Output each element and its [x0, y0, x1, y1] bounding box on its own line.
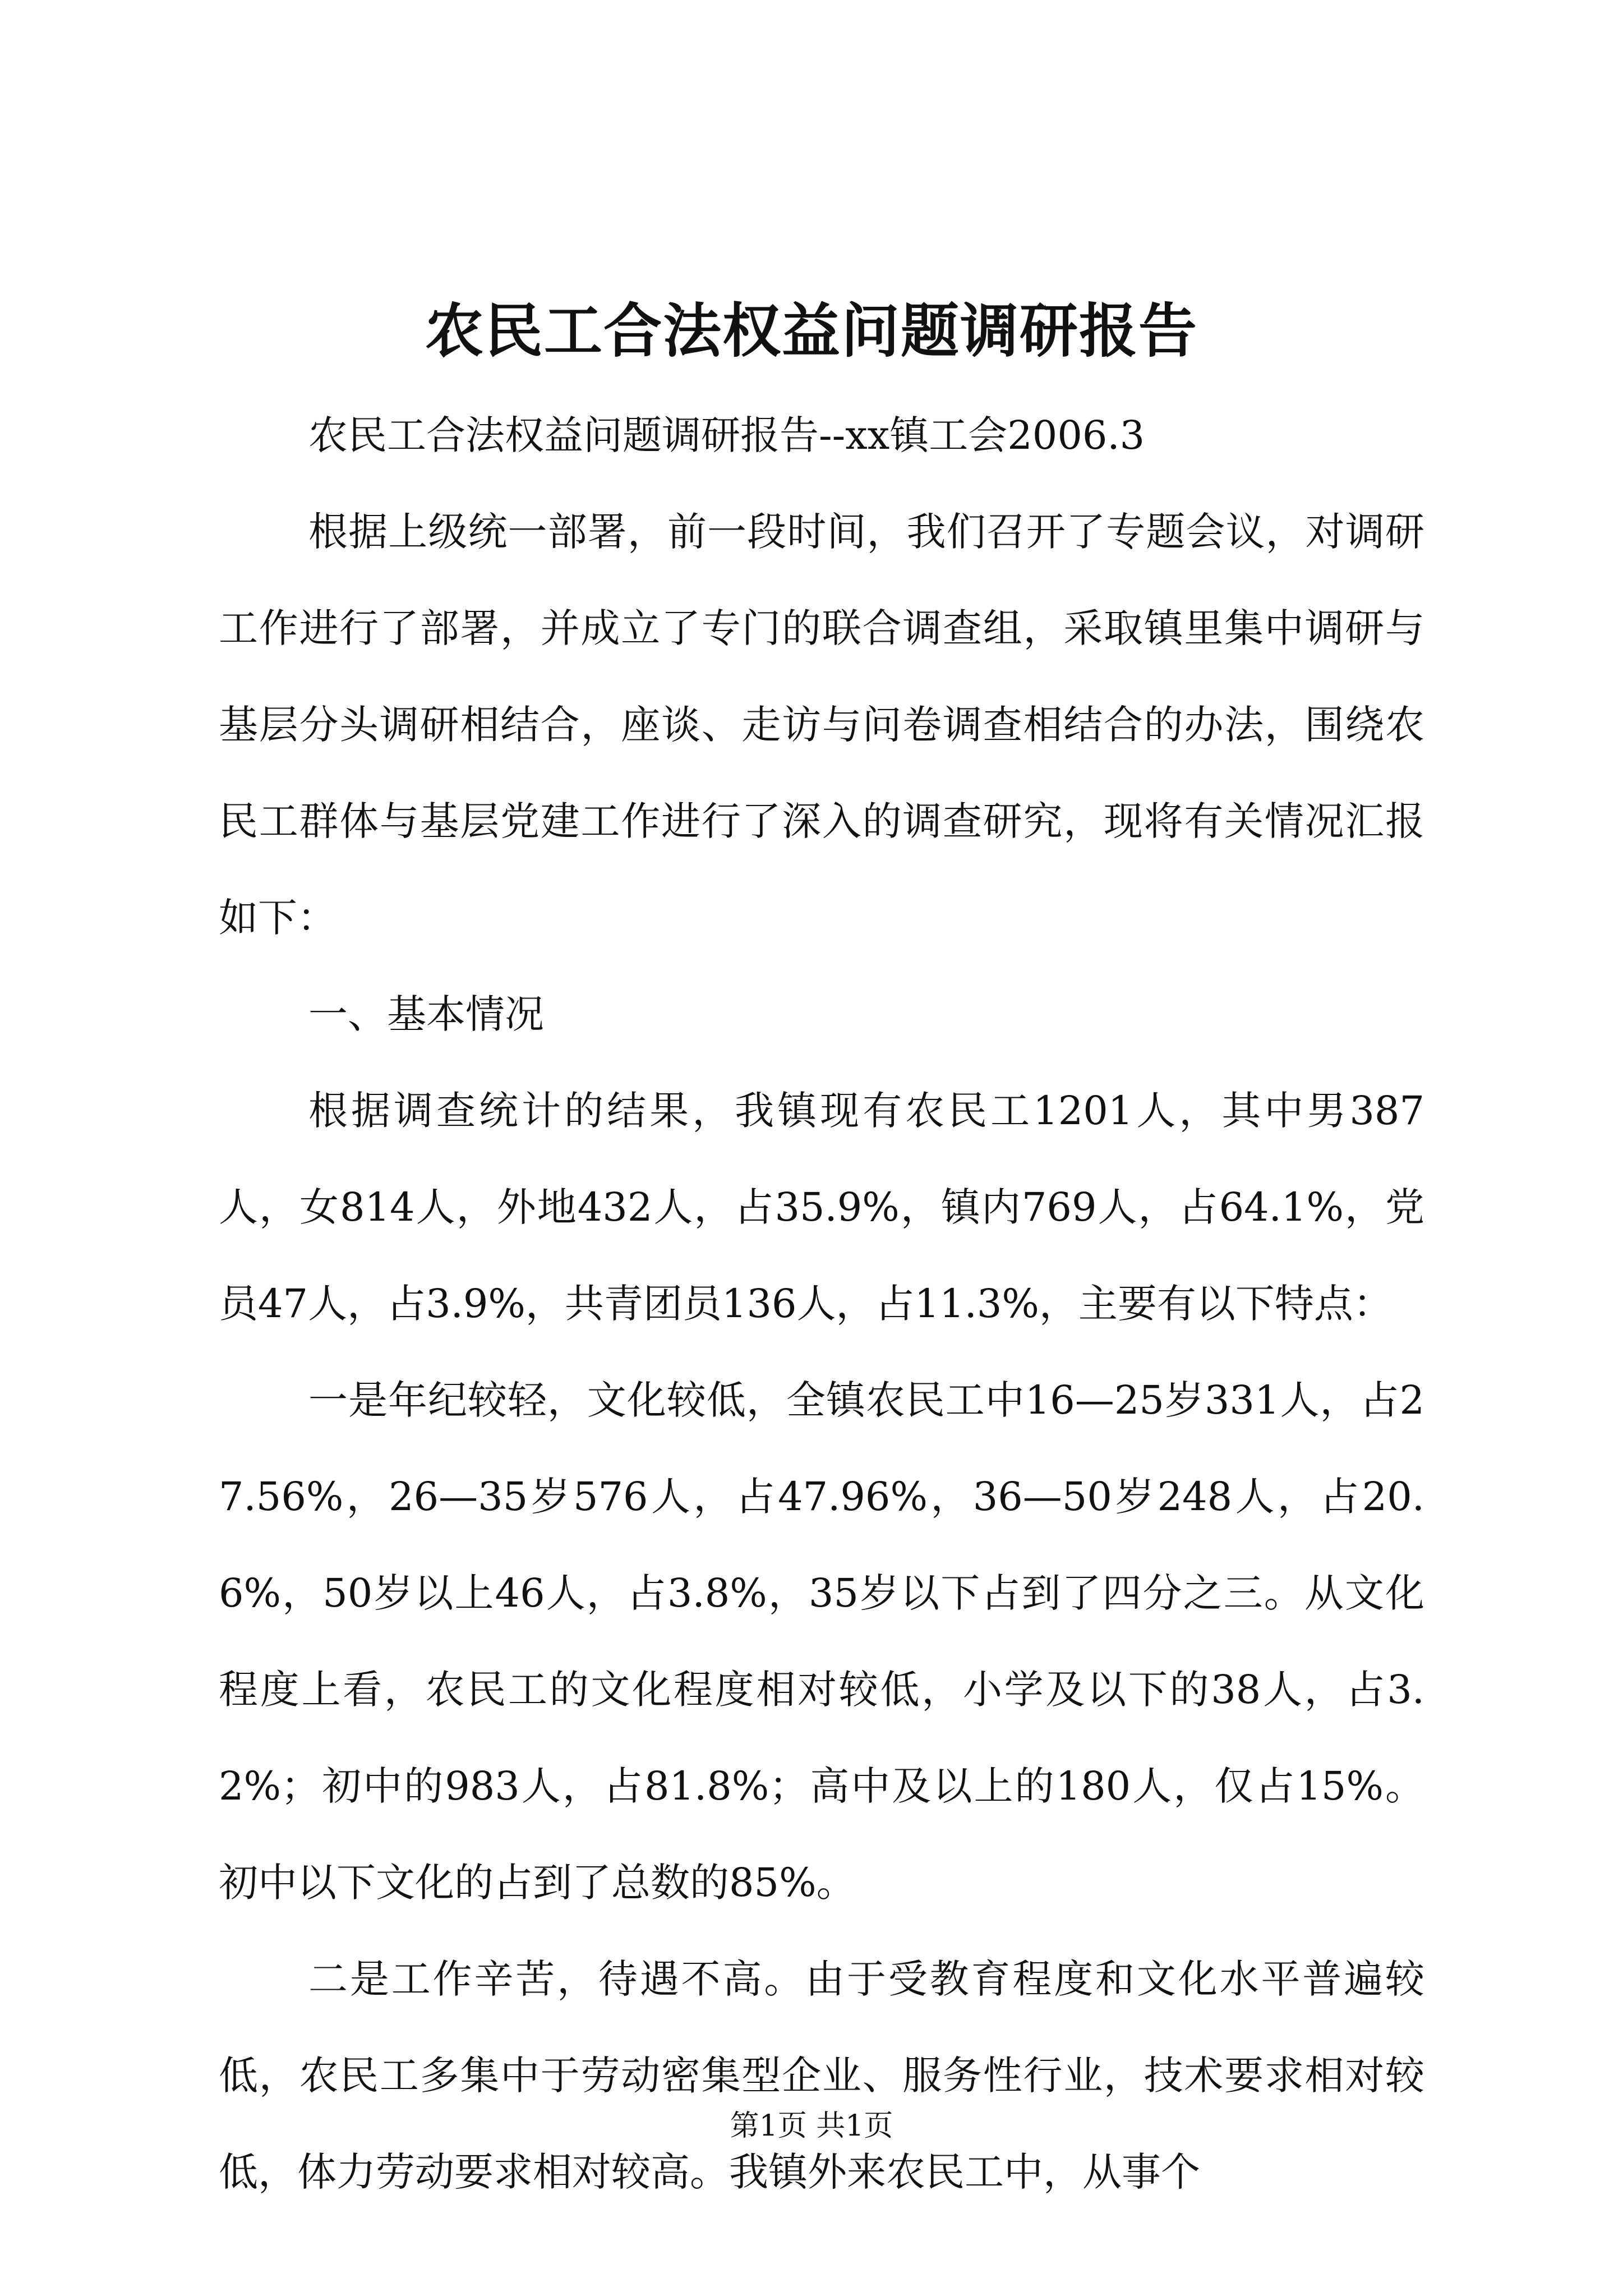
page-footer: 第1页 共1页 [730, 2109, 893, 2143]
feature-two-paragraph: 二是工作辛苦，待遇不高。由于受教育程度和文化水平普遍较低，农民工多集中于劳动密集型企业、服务性行业，技术要求相对较低，体力劳动要求相对较高。我镇外来农民工中，从事个 [219, 1956, 1424, 2195]
document-title: 农民工合法权益问题调研报告 [425, 296, 1198, 365]
statistics-paragraph: 根据调查统计的结果，我镇现有农民工1201人，其中男387人，女814人，外地432人，占35.9%，镇内769人，占64.1%，党员47人，占3.9%，共青团员136人，占11.3%，主要有以下特点： [219, 1088, 1424, 1327]
document-body [219, 387, 1424, 2220]
intro-paragraph: 根据上级统一部署，前一段时间，我们召开了专题会议，对调研工作进行了部署，并成立了专门的联合调查组，采取镇里集中调研与基层分头调研相结合，座谈、走访与问卷调查相结合的办法，围绕农民工群体与基层党建工作进行了深入的调查研究，现将有关情况汇报如下： [219, 509, 1424, 941]
feature-one-paragraph: 一是年纪较轻，文化较低，全镇农民工中16—25岁331人，占27.56%，26—35岁576人，占47.96%，36—50岁248人，占20.6%，50岁以上46人，占3.8%，35岁以下占到了四分之三。从文化程度上看，农民工的文化程度相对较低，小学及以下的38人，占3.2%；初中的983人，占81.8%；高中及以上的180人，仅占15%。初中以下文化的占到了总数的85%。 [219, 1377, 1424, 1906]
subtitle-paragraph: 农民工合法权益问题调研报告--xx镇工会2006.3 [308, 412, 1145, 458]
section-heading: 一、基本情况 [308, 991, 544, 1037]
